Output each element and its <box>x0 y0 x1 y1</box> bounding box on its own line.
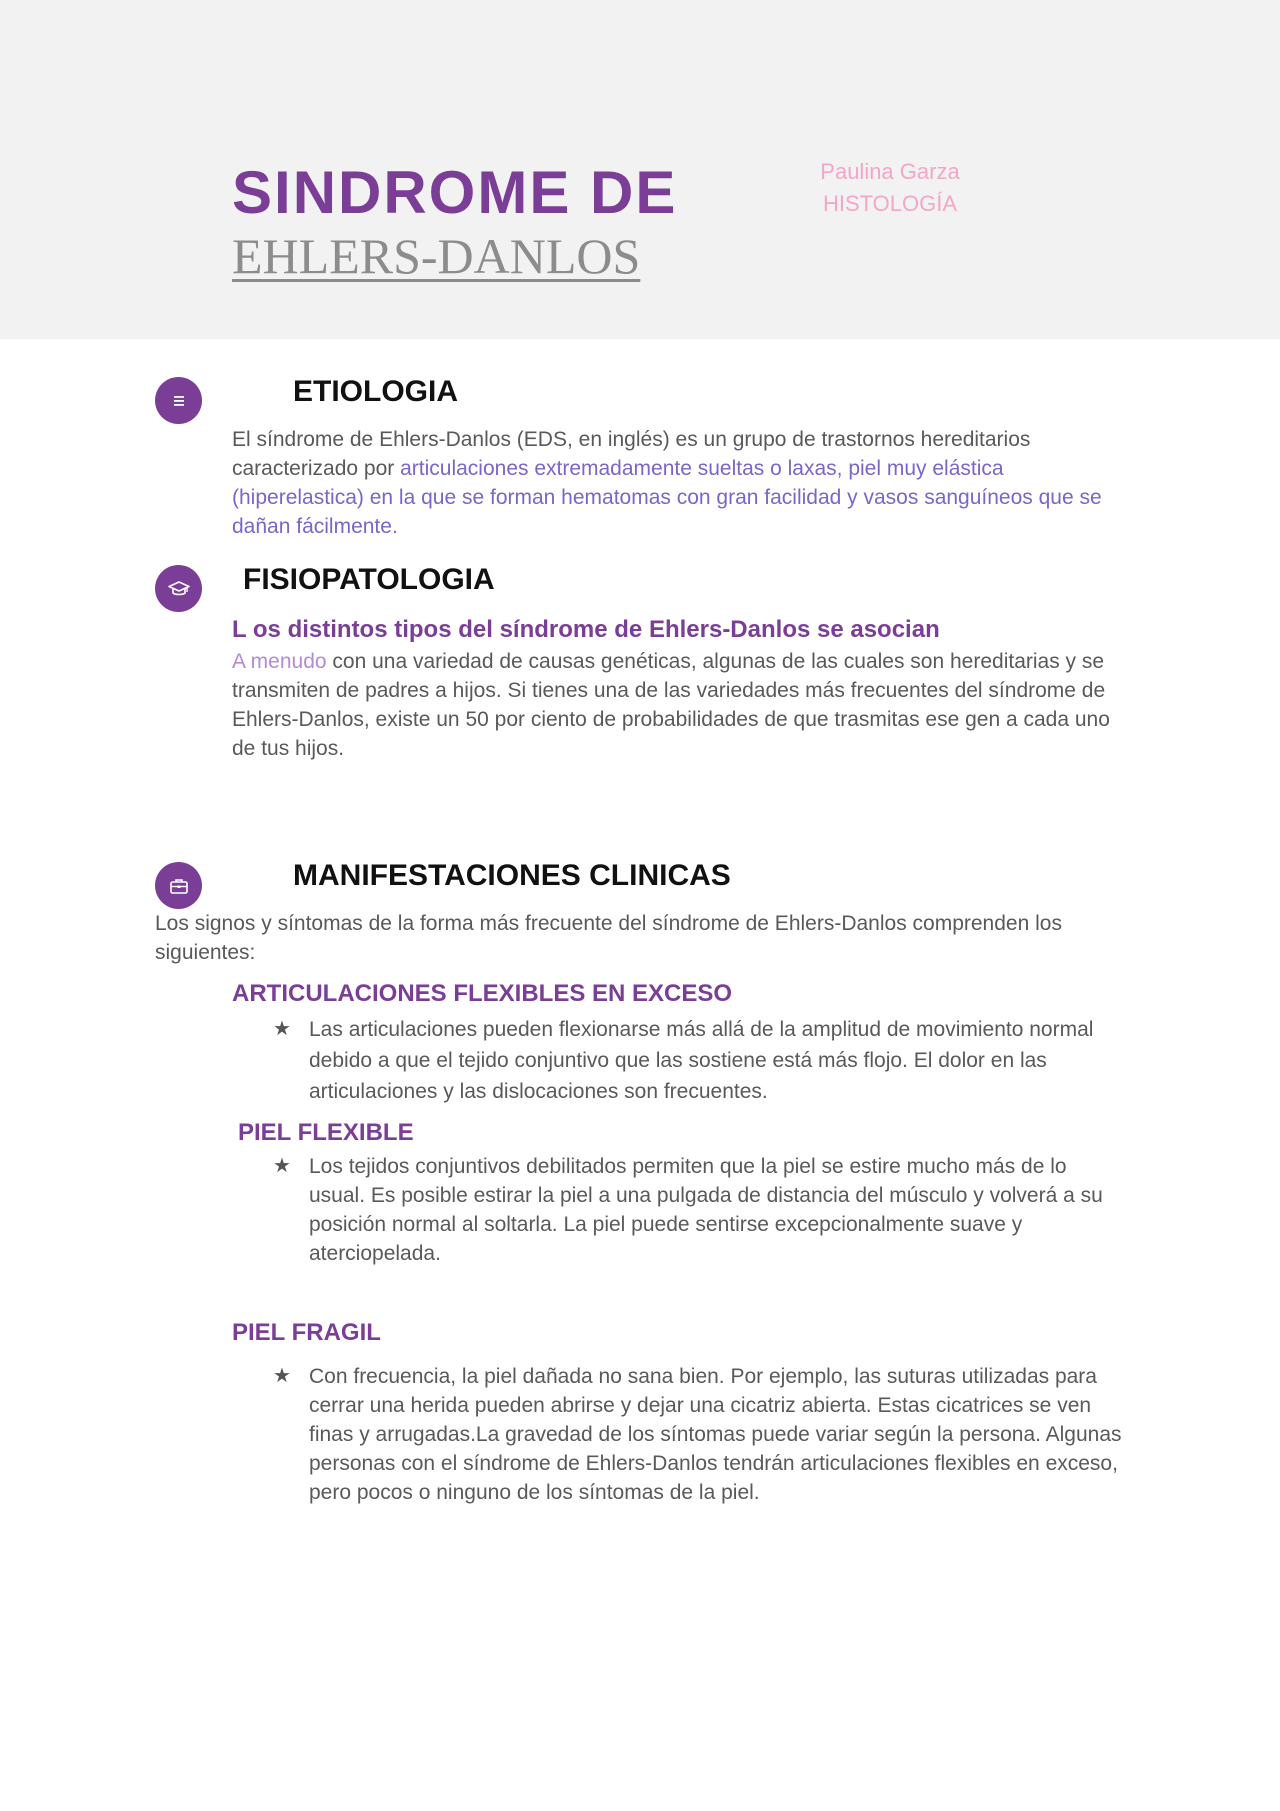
list-icon <box>155 377 202 424</box>
author-block <box>780 156 1000 220</box>
item-text: Los tejidos conjuntivos debilitados permiten que la piel se estire mucho más de lo usual. Es posible estirar la piel a una pulgada de distancia del músculo y volverá a su posición normal al soltarla. La piel puede sentirse excepcionalmente suave y aterciopelada. <box>309 1155 1103 1265</box>
item-title-piel-fragil: PIEL FRAGIL <box>232 1319 381 1346</box>
fisiopatologia-paragraph <box>232 647 1122 763</box>
document-title: SINDROME DE <box>232 159 678 226</box>
author-name: Paulina Garza <box>820 159 960 184</box>
item-text: Las articulaciones pueden flexionarse más allá de la amplitud de movimiento normal debido a que el tejido conjuntivo que las sostiene está más flojo. El dolor en las articulaciones y las dislocaciones son frecuentes. <box>309 1018 1094 1103</box>
etiologia-paragraph <box>232 425 1112 541</box>
item-text: Con frecuencia, la piel dañada no sana bien. Por ejemplo, las suturas utilizadas para cerrar una herida pueden abrirse y dejar una cicatriz abierta. Estas cicatrices se ven finas y arrugadas.La gravedad de los síntomas puede variar según la persona. Algunas personas con el síndrome de Ehlers-Danlos tendrán articulaciones flexibles en exceso, pero pocos o ninguno de los síntomas de la piel. <box>309 1365 1122 1504</box>
section-heading-etiologia: ETIOLOGIA <box>293 375 458 408</box>
fisiopatologia-highlight: A menudo <box>232 650 327 673</box>
manifestaciones-intro: Los signos y síntomas de la forma más frecuente del síndrome de Ehlers-Danlos comprenden los siguientes: <box>155 912 1062 964</box>
list-item <box>273 1014 1129 1107</box>
briefcase-icon <box>155 862 202 909</box>
course-name: HISTOLOGÍA <box>822 191 958 216</box>
star-icon: ★ <box>273 1365 291 1387</box>
fisiopatologia-text: con una variedad de causas genéticas, algunas de las cuales son hereditarias y se transmiten de padres a hijos. Si tienes una de las variedades más frecuentes del síndrome de Ehlers-Danlos, existe un 50 por ciento de probabilidades de que trasmitas ese gen a cada uno de tus hijos. <box>232 650 1110 760</box>
star-icon: ★ <box>273 1018 291 1040</box>
item-title-piel-flexible: PIEL FLEXIBLE <box>238 1119 414 1146</box>
etiologia-text: El síndrome de Ehlers-Danlos (EDS, en inglés) es un grupo de trastornos hereditarios caracterizado por <box>232 428 1031 480</box>
document-subtitle: EHLERS-DANLOS <box>232 228 641 284</box>
list-item <box>273 1152 1119 1268</box>
fisiopatologia-subheading: L os distintos tipos del síndrome de Ehlers-Danlos se asocian <box>232 616 940 643</box>
section-heading-fisiopatologia: FISIOPATOLOGIA <box>243 563 495 596</box>
star-icon: ★ <box>273 1155 291 1177</box>
graduation-cap-icon <box>155 565 202 612</box>
list-item <box>273 1362 1129 1507</box>
etiologia-highlight: articulaciones extremadamente sueltas o laxas, piel muy elástica (hiperelastica) en la que se forman hematomas con gran facilidad y vasos sanguíneos que se dañan fácilmente. <box>232 457 1102 538</box>
section-heading-manifestaciones: MANIFESTACIONES CLINICAS <box>293 859 731 892</box>
item-title-articulaciones: ARTICULACIONES FLEXIBLES EN EXCESO <box>232 980 733 1007</box>
